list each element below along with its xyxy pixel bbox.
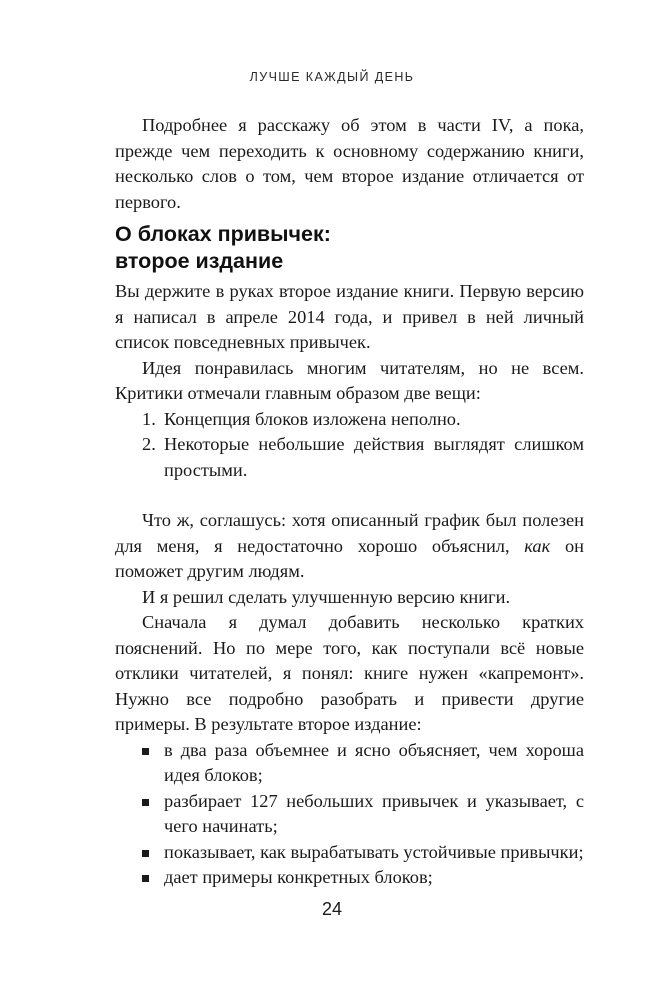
list-item-text: дает примеры конкретных блоков;	[164, 867, 433, 887]
list-marker: 2.	[142, 434, 156, 454]
paragraph-4: И я решил сделать улучшенную версию книги.	[142, 586, 511, 607]
numbered-list-item-2	[142, 432, 584, 483]
bullet-list-item-2	[142, 789, 584, 840]
square-bullet-icon	[142, 748, 149, 755]
list-item-text: Некоторые небольшие действия выглядят слишком простыми.	[164, 434, 584, 480]
square-bullet-icon	[142, 875, 149, 882]
paragraph-3	[115, 508, 584, 585]
section-heading-line-1: О блоках привычек:	[115, 222, 331, 246]
paragraph-2: Идея понравилась многим читателям, но не всем. Критики отмечали главным образом две вещи:	[115, 357, 584, 403]
bullet-list	[142, 738, 584, 891]
paragraph-1: Вы держите в руках второе издание книги. Первую версию я написал в апреле 2014 года, и привел в ней личный список повседневных привычек.	[115, 281, 584, 352]
square-bullet-icon	[142, 850, 149, 857]
list-item-text: в два раза объемнее и ясно объясняет, чем хороша идея блоков;	[164, 739, 584, 785]
list-item-text: Концепция блоков изложена неполно.	[164, 408, 461, 429]
list-item-text: показывает, как вырабатывать устойчивые привычки;	[164, 841, 584, 862]
numbered-list	[142, 407, 584, 484]
paragraph-spacer	[115, 483, 584, 508]
intro-block	[115, 113, 584, 215]
section-body	[115, 279, 584, 891]
section-heading	[115, 221, 584, 275]
numbered-list-item-1	[142, 407, 584, 433]
intro-paragraph: Подробнее я расскажу об этом в части IV, а пока, прежде чем переходить к основному содержанию книги, несколько слов о том, чем второе издание отличается от первого.	[115, 115, 584, 212]
page-number: 24	[321, 899, 343, 919]
bullet-list-item-3	[142, 840, 584, 866]
running-header: ЛУЧШЕ КАЖДЫЙ ДЕНЬ	[249, 70, 415, 84]
bullet-list-item-1	[142, 738, 584, 789]
paragraph-3-start: Что ж, соглашусь: хотя описанный график был полезен для меня, я недостаточно хорошо объяснил,	[115, 510, 584, 556]
list-marker: 1.	[142, 408, 156, 429]
section-heading-line-2: второе издание	[115, 249, 284, 273]
square-bullet-icon	[142, 799, 149, 806]
paragraph-5: Сначала я думал добавить несколько кратких пояснений. Но по мере того, как поступали всё новые отклики читателей, я понял: книге нужен «капремонт». Нужно все подробно разобрать и привести другие примеры. В результате второе издание:	[115, 612, 584, 734]
bullet-list-item-4	[142, 865, 584, 891]
list-item-text: разбирает 127 небольших привычек и указывает, с чего начинать;	[164, 790, 584, 836]
paragraph-3-end: он поможет другим людям.	[115, 535, 584, 581]
paragraph-3-emphasis: как	[524, 535, 551, 556]
